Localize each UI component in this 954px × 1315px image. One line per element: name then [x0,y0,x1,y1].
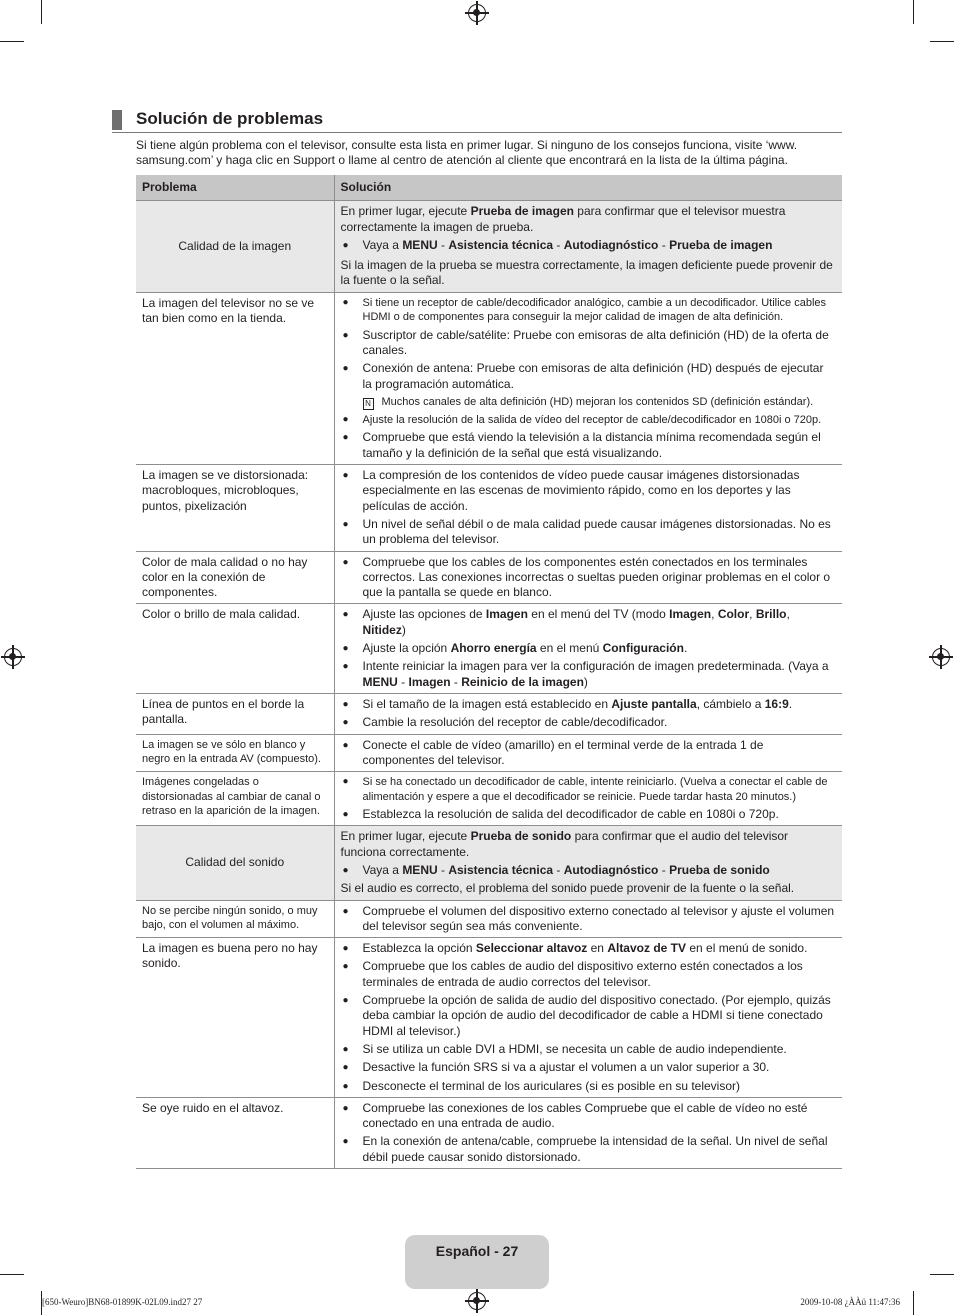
table-row [136,201,842,292]
heading-bar [112,110,122,130]
list-item: ● Si se utiliza un cable DVI a HDMI, se necesita un cable de audio independiente. [341,1042,837,1057]
solution-cell [334,551,842,604]
registration-mark-icon [932,648,950,666]
list-item: ● En la conexión de antena/cable, compruebe la intensidad de la señal. Un nivel de señal débil puede causar sonido distorsionado. [341,1134,837,1165]
solution-list [341,607,837,689]
list-item: ● Compruebe que los cables de los componentes estén conectados en los terminales correctos. Las conexiones incorrectas o sueltas pueden originar problemas en el color o que la pantalla se quede en blanco. [341,555,837,601]
list-item: ● Intente reiniciar la imagen para ver la configuración de imagen predeterminada. (Vaya a MENU - Imagen - Reinicio de la imagen) [341,659,837,690]
print-slug-timestamp: 2009-10-08 ¿ÀÀü 11:47:36 [800,1297,900,1307]
crop-mark-top-right-vertical [913,0,914,24]
page-number: Español - 27 [435,1243,519,1259]
solution-list [341,468,837,547]
problem-cell: Línea de puntos en el borde la pantalla. [136,693,334,734]
problem-cell: Calidad del sonido [136,826,334,900]
solution-text: Si el audio es correcto, el problema del sonido puede provenir de la fuente o la señal. [340,881,795,896]
list-item: ● Ajuste las opciones de Imagen en el menú del TV (modo Imagen, Color, Brillo, Nitidez) [341,607,837,638]
table-row [136,938,842,1098]
table-row [136,604,842,693]
list-item: ● Establezca la opción Seleccionar altavoz en Altavoz de TV en el menú de sonido. [341,941,837,956]
crop-mark-bottom-right-horizontal [930,1274,954,1275]
list-item: ● Compruebe el volumen del dispositivo externo conectado al televisor y ajuste el volumen del televisor según sea más conveniente. [341,904,837,935]
table-row [136,900,842,938]
list-item: ● Conecte el cable de vídeo (amarillo) en el terminal verde de la entrada 1 de componentes del televisor. [341,738,837,769]
page-number-tab [405,1235,549,1289]
table-row [136,734,842,772]
crop-mark-top-left-horizontal [0,41,24,42]
table-row [136,693,842,734]
column-header-problem: Problema [136,175,334,201]
list-item: ● Si se ha conectado un decodificador de cable, intente reiniciarlo. (Vuelva a conectar el cable de alimentación y espere a que el decodificador se reinicie. Puede tardar hasta 20 minutos.) [341,775,837,804]
solution-list [341,863,837,878]
table-row [136,1097,842,1168]
crop-mark-top-left-vertical [41,0,42,24]
problem-cell: Color o brillo de mala calidad. [136,604,334,693]
solution-list [341,555,837,601]
solution-list [341,697,837,731]
solution-list [341,1101,837,1165]
problem-cell: La imagen se ve sólo en blanco y negro en la entrada AV (compuesto). [136,734,334,772]
section-heading [112,108,842,133]
crop-mark-top-right-horizontal [930,41,954,42]
solution-list [341,738,837,769]
list-item: ● Desactive la función SRS si va a ajustar el volumen a un valor superior a 30. [341,1060,837,1075]
solution-cell [334,604,842,693]
page-title: Solución de problemas [136,109,324,128]
solution-cell [334,826,842,900]
list-item: ● Compruebe las conexiones de los cables Compruebe que el cable de vídeo no esté conectado en una entrada de audio. [341,1101,837,1132]
registration-mark-icon [468,1292,486,1310]
problem-cell: La imagen se ve distorsionada: macrobloques, microbloques, puntos, pixelización [136,465,334,551]
note-icon: N [363,398,374,410]
solution-text: En primer lugar, ejecute Prueba de imagen para confirmar que el televisor muestra correctamente la imagen de prueba. [340,204,786,234]
column-header-solution: Solución [334,175,842,201]
solution-list [341,904,837,935]
list-item: ● Ajuste la resolución de la salida de vídeo del receptor de cable/decodificador en 1080i o 720p. [341,413,837,428]
table-row [136,465,842,551]
list-item: ● Compruebe la opción de salida de audio del dispositivo conectado. (Por ejemplo, quizás deba cambiar la opción de audio del decodificador de cable a HDMI si tiene conectado HDMI al televisor.) [341,993,837,1039]
solution-text: Si la imagen de la prueba se muestra correctamente, la imagen deficiente puede provenir de la fuente o la señal. [340,258,833,288]
solution-text: En primer lugar, ejecute Prueba de sonido para confirmar que el audio del televisor funciona correctamente. [340,829,789,859]
solution-cell [334,201,842,292]
solution-cell [334,734,842,772]
solution-cell [334,693,842,734]
problem-cell: Imágenes congeladas o distorsionadas al cambiar de canal o retraso en la aparición de la imagen. [136,772,334,826]
solution-cell [334,1097,842,1168]
list-item: ● Un nivel de señal débil o de mala calidad puede causar imágenes distorsionadas. No es un problema del televisor. [341,517,837,548]
problem-cell: No se percibe ningún sonido, o muy bajo, con el volumen al máximo. [136,900,334,938]
list-item: ● Conexión de antena: Pruebe con emisoras de alta definición (HD) después de ejecutar la programación automática. [341,361,837,392]
note-item: N Muchos canales de alta definición (HD) mejoran los contenidos SD (definición estándar). [341,395,837,410]
problem-cell: La imagen es buena pero no hay sonido. [136,938,334,1098]
intro-paragraph: Si tiene algún problema con el televisor, consulte esta lista en primer lugar. Si ninguno de los consejos funciona, visite ‘www. samsung.com’ y haga clic en Support o llame al centro de atención al cliente que encontrará en la lista de la última página. [136,138,798,168]
table-header-row [136,175,842,201]
problem-cell: Se oye ruido en el altavoz. [136,1097,334,1168]
table-row [136,292,842,464]
list-item: ● Desconecte el terminal de los auriculares (si es posible en su televisor) [341,1079,837,1094]
list-item: ● Si tiene un receptor de cable/decodificador analógico, cambie a un decodificador. Utilice cables HDMI o de componentes para conseguir la mejor calidad de imagen de alta definición. [341,296,837,325]
list-item: ● Establezca la resolución de salida del decodificador de cable en 1080i o 720p. [341,807,837,822]
list-item: ● Si el tamaño de la imagen está establecido en Ajuste pantalla, cámbielo a 16:9. [341,697,837,712]
table-row [136,551,842,604]
solution-cell [334,900,842,938]
problem-cell: La imagen del televisor no se ve tan bien como en la tienda. [136,292,334,464]
solution-list [341,296,837,461]
list-item: ● Vaya a MENU - Asistencia técnica - Autodiagnóstico - Prueba de sonido [341,863,837,878]
troubleshooting-table [136,175,842,1169]
list-item: ● Ajuste la opción Ahorro energía en el menú Configuración. [341,641,837,656]
list-item: ● Suscriptor de cable/satélite: Pruebe con emisoras de alta definición (HD) de la oferta de canales. [341,328,837,359]
registration-mark-icon [4,648,22,666]
table-row [136,826,842,900]
solution-list [341,238,837,253]
solution-list [341,941,837,1094]
list-item: ● Compruebe que los cables de audio del dispositivo externo estén conectados a los terminales de entrada de audio correctos del televisor. [341,959,837,990]
list-item: ● La compresión de los contenidos de vídeo puede causar imágenes distorsionadas especialmente en las escenas de movimiento rápido, como en los deportes y las películas de acción. [341,468,837,514]
crop-mark-bottom-left-horizontal [0,1274,24,1275]
list-item: ● Cambie la resolución del receptor de cable/decodificador. [341,715,837,730]
solution-cell [334,465,842,551]
solution-cell [334,938,842,1098]
list-item: ● Compruebe que está viendo la televisión a la distancia mínima recomendada según el tamaño y la definición de la señal que está visualizando. [341,430,837,461]
solution-cell [334,292,842,464]
table-row [136,772,842,826]
problem-cell: Calidad de la imagen [136,201,334,292]
registration-mark-icon [468,4,486,22]
solution-cell [334,772,842,826]
list-item: ● Vaya a MENU - Asistencia técnica - Autodiagnóstico - Prueba de imagen [341,238,837,253]
print-slug-filename: [650-Weuro]BN68-01899K-02L09.ind27 27 [42,1297,203,1307]
solution-list [341,775,837,822]
crop-mark-bottom-right-vertical [913,1291,914,1315]
problem-cell: Color de mala calidad o no hay color en la conexión de componentes. [136,551,334,604]
